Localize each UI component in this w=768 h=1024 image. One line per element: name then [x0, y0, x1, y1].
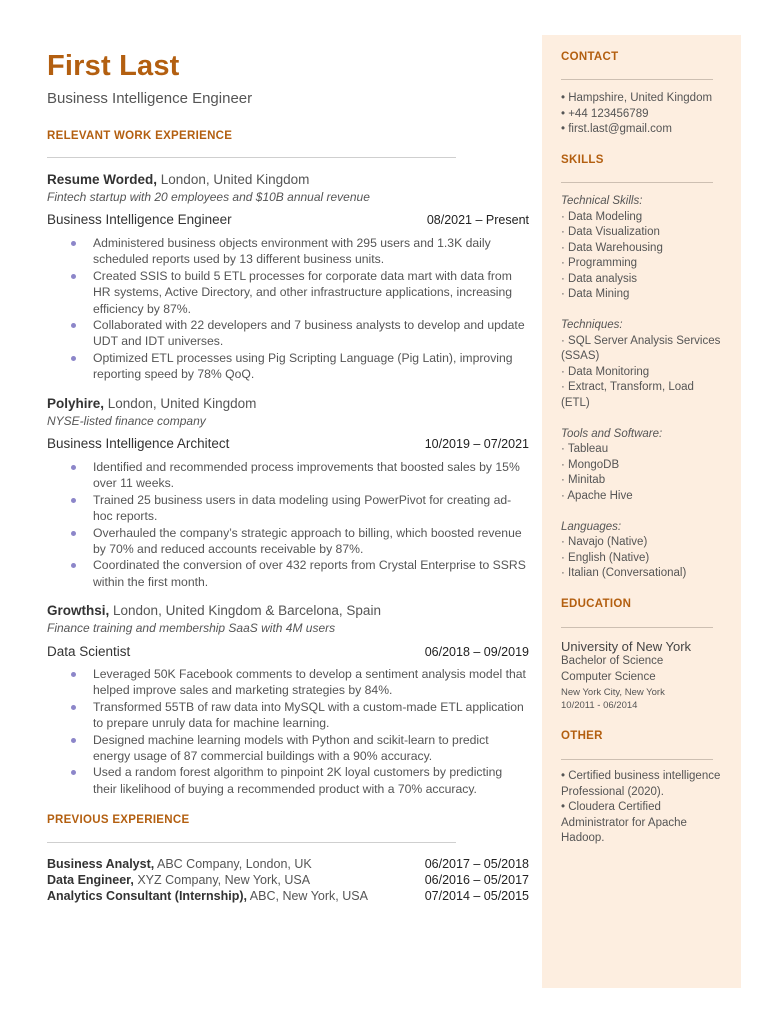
job-bullets	[47, 666, 529, 797]
job-bullets	[47, 235, 529, 383]
skills-subheading: Techniques:	[561, 319, 623, 331]
sidebar-divider	[561, 182, 713, 183]
job-bullet: Created SSIS to build 5 ETL processes for corporate data mart with data from HR systems, Active Directory, and other infrastructure applications, increasing efficiency by 87%.	[47, 268, 529, 317]
other-item: Hadoop.	[561, 832, 605, 844]
skill-item: · Apache Hive	[561, 489, 633, 502]
job-bullet: Collaborated with 22 developers and 7 business analysts to develop and update UDT and IDT universes.	[47, 317, 529, 350]
skill-item: · Data Visualization	[561, 226, 660, 238]
job-role: Data Scientist	[47, 644, 131, 659]
previous-job-company: ABC Company, London, UK	[154, 857, 312, 871]
previous-job-dates: 07/2014 – 05/2015	[424, 889, 529, 903]
job-bullet: Identified and recommended process improvements that boosted sales by 15% over 11 weeks.	[47, 459, 529, 492]
skills-subheading: Technical Skills:	[561, 195, 643, 207]
job-company-line	[47, 603, 381, 618]
skills-subheading: Languages:	[561, 520, 622, 533]
job-location: London, United Kingdom	[157, 172, 310, 187]
previous-job-row	[47, 889, 529, 905]
job-role: Business Intelligence Engineer	[47, 212, 232, 227]
education-major: Computer Science	[561, 671, 656, 683]
job-company-line	[47, 396, 256, 411]
skill-item: · Data analysis	[561, 272, 638, 285]
previous-job-role: Business Analyst,	[47, 857, 155, 871]
job-dates: 10/2019 – 07/2021	[424, 437, 529, 451]
spacer	[561, 303, 731, 319]
job-dates: 06/2018 – 09/2019	[424, 645, 529, 659]
skill-item: · Data Modeling	[561, 210, 643, 223]
sidebar-divider	[561, 627, 713, 628]
skills-subheading: Tools and Software:	[561, 427, 663, 440]
job-dates: 08/2021 – Present	[426, 213, 529, 227]
sidebar-heading-other: OTHER	[561, 730, 603, 742]
sidebar-heading-contact: CONTACT	[561, 51, 619, 63]
job-company: Polyhire,	[47, 396, 105, 411]
job-bullet: Leveraged 50K Facebook comments to develop a sentiment analysis model that helped improve sales and marketing strategies by 84%.	[47, 666, 529, 699]
other-item: • Certified business intelligence	[561, 770, 721, 782]
contact-email: • first.last@gmail.com	[561, 123, 672, 135]
skill-item: · SQL Server Analysis Services	[561, 334, 721, 347]
previous-job-dates: 06/2017 – 05/2018	[424, 857, 529, 871]
skill-item: (SSAS)	[561, 350, 600, 362]
job-bullet: Optimized ETL processes using Pig Scripting Language (Pig Latin), improving reporting speed by 78% QoQ.	[47, 350, 529, 383]
previous-job-company: XYZ Company, New York, USA	[133, 873, 311, 887]
education-school: University of New York	[561, 639, 692, 654]
job-company: Growthsi,	[47, 603, 110, 618]
job-bullet: Used a random forest algorithm to pinpoint 2K loyal customers by predicting their likelihood of buying a recommended product with a 70% accuracy.	[47, 764, 529, 797]
skill-item: · MongoDB	[561, 458, 620, 471]
previous-job-role: Data Engineer,	[47, 873, 134, 887]
skill-item: · Extract, Transform, Load	[561, 381, 694, 393]
skill-item: · Tableau	[561, 443, 609, 455]
sidebar-divider	[561, 759, 713, 760]
previous-job-role: Analytics Consultant (Internship),	[47, 889, 248, 903]
job-description: Fintech startup with 20 employees and $10B annual revenue	[47, 190, 370, 204]
sidebar-heading-education: EDUCATION	[561, 598, 632, 610]
candidate-title: Business Intelligence Engineer	[47, 90, 253, 107]
job-description: Finance training and membership SaaS with 4M users	[47, 621, 336, 635]
education-degree: Bachelor of Science	[561, 655, 664, 667]
job-company-line	[47, 172, 309, 187]
contact-list	[561, 91, 731, 138]
other-list	[561, 769, 731, 847]
previous-job-company: ABC, New York, USA	[247, 889, 368, 903]
job-bullets	[47, 459, 529, 590]
candidate-name: First Last	[47, 50, 180, 82]
other-item: Professional (2020).	[561, 785, 664, 798]
previous-job-row	[47, 857, 529, 873]
sidebar-divider	[561, 79, 713, 80]
job-role: Business Intelligence Architect	[47, 436, 230, 451]
contact-phone: • +44 123456789	[561, 107, 649, 120]
spacer	[561, 411, 731, 427]
skill-item: (ETL)	[561, 396, 590, 409]
job-description: NYSE-listed finance company	[47, 414, 206, 428]
skill-item: · Data Mining	[561, 288, 630, 300]
skills-list	[561, 194, 731, 582]
education-location: New York City, New York	[561, 687, 665, 698]
education-dates: 10/2011 - 06/2014	[561, 700, 638, 711]
section-divider	[47, 157, 456, 158]
section-heading-relevant-experience: RELEVANT WORK EXPERIENCE	[47, 130, 233, 142]
skill-item: · Navajo (Native)	[561, 536, 648, 548]
job-location: London, United Kingdom & Barcelona, Spain	[109, 603, 381, 618]
previous-job-row	[47, 873, 529, 889]
other-item: • Cloudera Certified	[561, 801, 661, 813]
section-heading-previous-experience: PREVIOUS EXPERIENCE	[47, 814, 190, 826]
job-bullet: Trained 25 business users in data modeling using PowerPivot for creating ad-hoc reports.	[47, 492, 529, 525]
sidebar-heading-skills: SKILLS	[561, 154, 604, 166]
previous-job-dates: 06/2016 – 05/2017	[424, 873, 529, 887]
skill-item: · Programming	[561, 257, 638, 269]
section-divider	[47, 842, 456, 843]
contact-location: • Hampshire, United Kingdom	[561, 92, 713, 104]
job-bullet: Administered business objects environment with 295 users and 1.3K daily scheduled reports used by 13 different business units.	[47, 235, 529, 268]
job-bullet: Overhauled the company’s strategic approach to billing, which boosted revenue by 70% and reduced accounts receivable by 87%.	[47, 525, 529, 558]
sidebar	[542, 35, 741, 988]
job-bullet: Designed machine learning models with Python and scikit-learn to predict energy usage of 87 commercial buildings with a 90% accuracy.	[47, 732, 529, 765]
skill-item: · Minitab	[561, 474, 606, 486]
other-item: Administrator for Apache	[561, 816, 687, 829]
skill-item: · Data Monitoring	[561, 365, 650, 378]
skill-item: · English (Native)	[561, 551, 650, 564]
skill-item: · Italian (Conversational)	[561, 567, 687, 579]
spacer	[561, 504, 731, 520]
skill-item: · Data Warehousing	[561, 241, 663, 254]
job-location: London, United Kingdom	[104, 396, 257, 411]
job-company: Resume Worded,	[47, 172, 158, 187]
job-bullet: Coordinated the conversion of over 432 reports from Crystal Enterprise to SSRS within the first month.	[47, 557, 529, 590]
job-bullet: Transformed 55TB of raw data into MySQL with a custom-made ETL application to prepare unruly data for machine learning.	[47, 699, 529, 732]
